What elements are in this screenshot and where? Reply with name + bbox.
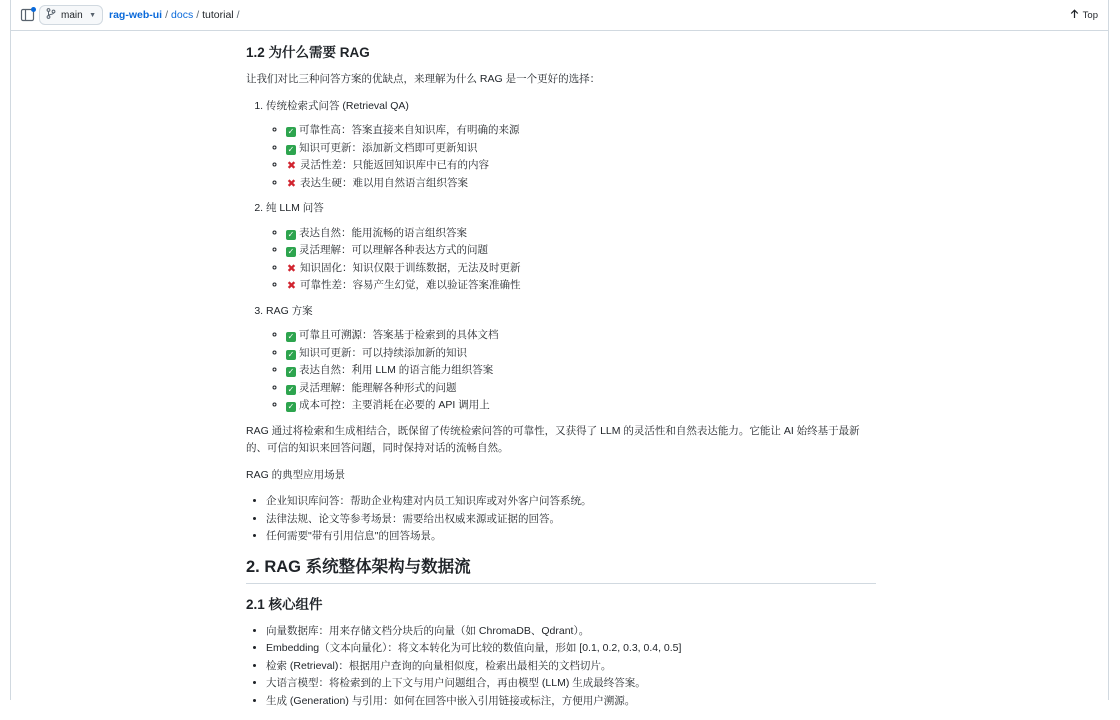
scenario-list: [246, 493, 876, 546]
cross-mark-icon: ✖: [286, 262, 297, 275]
branch-selector-button[interactable]: [39, 5, 103, 25]
check-mark-icon: ✓: [287, 332, 295, 341]
component-list: [246, 623, 876, 711]
list-item: • Embedding（文本向量化）：将文本转化为可比较的数值向量，形如 [0.1, 0.2, 0.3, 0.4, 0.5]: [266, 640, 876, 658]
check-mark-icon: ✓: [287, 367, 295, 376]
arrow-up-icon: [1070, 9, 1079, 22]
summary-paragraph: RAG 通过将检索和生成相结合，既保留了传统检索问答的可靠性，又获得了 LLM 的灵活性和自然表达能力。它能让 AI 始终基于最新的、可信的知识来回答问题，同时保持对话的流畅自然。: [246, 424, 860, 454]
approach-item: [266, 303, 876, 415]
approach-title: 1. 传统检索式问答 (Retrieval QA): [266, 99, 409, 112]
check-mark-icon: ✓: [287, 247, 295, 256]
list-item: • 任何需要"带有引用信息"的回答场景。: [266, 528, 876, 546]
check-mark-icon: ✓: [287, 349, 295, 359]
point-item: ◦ ✓ 表达自然：利用 LLM 的语言能力组织答案: [286, 362, 876, 380]
branch-name: main: [61, 9, 83, 21]
point-item: ◦ ✓ 成本可控：主要消耗在必要的 API 调用上: [286, 397, 876, 415]
approach-points: [266, 122, 876, 192]
point-item: ◦ ✓ 知识可更新：添加新文档即可更新知识: [286, 140, 876, 158]
cross-mark-icon: ✖: [286, 280, 297, 292]
list-item: • 生成 (Generation) 与引用：如何在回答中嵌入引用链接或标注，方便用户溯源。: [266, 693, 876, 711]
scenarios-title: RAG 的典型应用场景: [246, 468, 346, 481]
point-item: ◦ ✓ 可靠且可溯源：答案基于检索到的具体文档: [286, 327, 876, 345]
document-frame: [10, 0, 1109, 707]
approach-points: [266, 327, 876, 415]
breadcrumb-docs-link[interactable]: docs: [171, 9, 194, 21]
heading-1-2: 1.2 为什么需要 RAG: [246, 45, 370, 60]
breadcrumb-current: tutorial: [202, 9, 234, 21]
check-mark-icon: ✓: [287, 229, 295, 239]
approach-list: [246, 98, 876, 415]
point-item: ◦ ✖ 灵活性差：只能返回知识库中已有的内容: [286, 157, 876, 175]
check-mark-icon: ✓: [287, 127, 295, 136]
heading-2: 2. RAG 系统整体架构与数据流: [246, 556, 876, 584]
markdown-body: [246, 40, 876, 720]
back-to-top-button[interactable]: [1070, 9, 1098, 22]
point-item: ◦ ✓ 表达自然：能用流畅的语言组织答案: [286, 225, 876, 243]
git-branch-icon: [46, 8, 56, 22]
approach-item: [266, 200, 876, 295]
top-label: Top: [1082, 10, 1098, 21]
file-header: [11, 0, 1108, 31]
sidebar-toggle-icon[interactable]: [20, 7, 36, 23]
point-item: ◦ ✖ 可靠性差：容易产生幻觉，难以验证答案准确性: [286, 277, 876, 295]
breadcrumb-repo-link[interactable]: rag-web-ui: [109, 9, 163, 21]
approach-title: 3. RAG 方案: [266, 304, 313, 317]
cross-mark-icon: ✖: [286, 177, 297, 190]
breadcrumb: rag-web-ui / docs / tutorial /: [109, 9, 240, 21]
point-item: ◦ ✓ 可靠性高：答案直接来自知识库，有明确的来源: [286, 122, 876, 140]
point-item: ◦ ✖ 表达生硬：难以用自然语言组织答案: [286, 175, 876, 193]
point-item: ◦ ✓ 知识可更新：可以持续添加新的知识: [286, 345, 876, 363]
check-mark-icon: ✓: [287, 144, 295, 154]
list-item: • 企业知识库问答：帮助企业构建对内员工知识库或对外客户问答系统。: [266, 493, 876, 511]
check-mark-icon: ✓: [287, 384, 295, 394]
point-item: ◦ ✖ 知识固化：知识仅限于训练数据，无法及时更新: [286, 260, 876, 278]
approach-item: [266, 98, 876, 193]
list-item: • 法律法规、论文等参考场景：需要给出权威来源或证据的回答。: [266, 511, 876, 529]
point-item: ◦ ✓ 灵活理解：能理解各种形式的问题: [286, 380, 876, 398]
cross-mark-icon: ✖: [286, 160, 297, 172]
chevron-down-icon: ▼: [89, 11, 96, 19]
approach-title: 2. 纯 LLM 问答: [266, 202, 324, 214]
check-mark-icon: ✓: [287, 402, 295, 411]
heading-2-1: 2.1 核心组件: [246, 596, 323, 612]
point-item: ◦ ✓ 灵活理解：可以理解各种表达方式的问题: [286, 242, 876, 260]
intro-paragraph: 让我们对比三种问答方案的优缺点，来理解为什么 RAG 是一个更好的选择：: [246, 73, 601, 85]
list-item: • 大语言模型：将检索到的上下文与用户问题组合，再由模型 (LLM) 生成最终答案。: [266, 675, 876, 693]
approach-points: [266, 225, 876, 295]
list-item: • 检索 (Retrieval)：根据用户查询的向量相似度，检索出最相关的文档切片。: [266, 658, 876, 676]
list-item: • 向量数据库：用来存储文档分块后的向量（如 ChromaDB、Qdrant）。: [266, 623, 876, 641]
